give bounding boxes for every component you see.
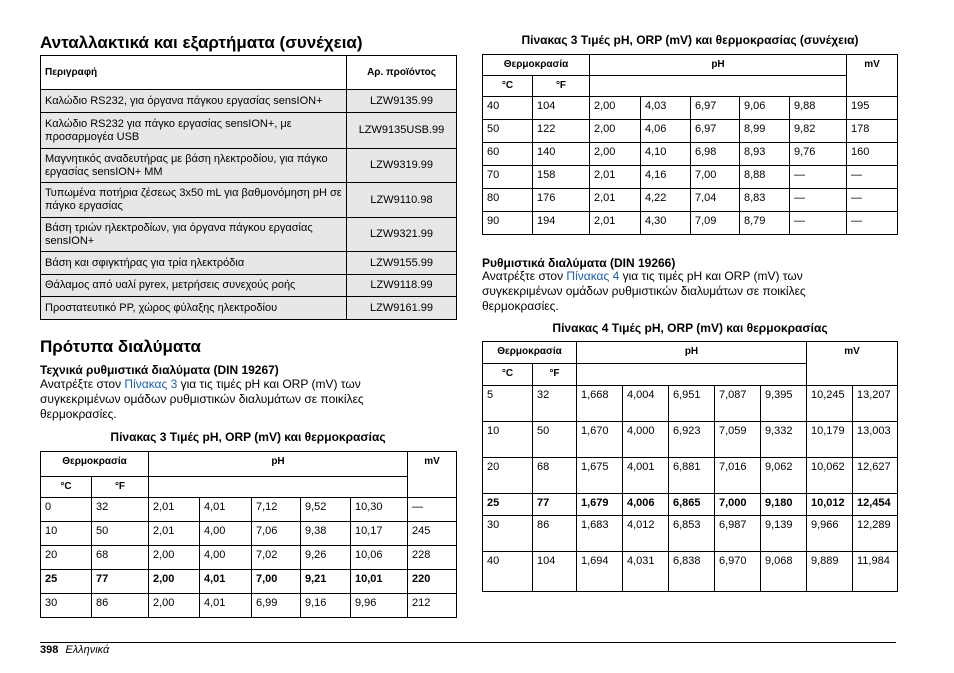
- cell: 8,99: [740, 120, 790, 143]
- cell: 80: [483, 189, 533, 212]
- cell: 6,865: [669, 494, 715, 516]
- cell: 140: [533, 143, 590, 166]
- cell: 12,627: [853, 458, 898, 494]
- cell: 7,09: [691, 212, 740, 235]
- cell: 1,668: [577, 386, 623, 422]
- cell: 10,30: [351, 498, 408, 522]
- cell: 30: [41, 594, 92, 618]
- cell: 228: [408, 546, 457, 570]
- cell: 13,003: [853, 422, 898, 458]
- cell: —: [790, 166, 847, 189]
- header-blank: [577, 364, 807, 386]
- header-blank: [149, 477, 408, 498]
- header-fahrenheit: °F: [92, 477, 149, 498]
- cell: 8,83: [740, 189, 790, 212]
- cell: 10,01: [351, 570, 408, 594]
- cell: 30: [483, 516, 533, 552]
- cell: 4,16: [641, 166, 691, 189]
- cell: 4,01: [200, 570, 252, 594]
- cell: 7,000: [715, 494, 761, 516]
- cell: 40: [483, 552, 533, 592]
- cell: 10,179: [807, 422, 853, 458]
- cell: 4,01: [200, 594, 252, 618]
- cell: 7,059: [715, 422, 761, 458]
- cell: 6,838: [669, 552, 715, 592]
- part-code: LZW9135USB.99: [347, 113, 457, 149]
- cell: 12,454: [853, 494, 898, 516]
- part-code: LZW9135.99: [347, 90, 457, 113]
- cell: 4,00: [200, 522, 252, 546]
- cell: 9,38: [301, 522, 351, 546]
- header-temperature: Θερμοκρασία: [483, 342, 577, 364]
- cell: 4,006: [623, 494, 669, 516]
- cell: 7,04: [691, 189, 740, 212]
- cell: 122: [533, 120, 590, 143]
- header-blank: [590, 76, 847, 97]
- table-4-caption: Πίνακας 4 Τιμές pH, ORP (mV) και θερμοκρασίας: [552, 321, 828, 335]
- cell: 4,30: [641, 212, 691, 235]
- cell: 212: [408, 594, 457, 618]
- cell: 6,951: [669, 386, 715, 422]
- paragraph-text-right: [482, 269, 842, 314]
- part-code: LZW9319.99: [347, 149, 457, 183]
- cell: 220: [408, 570, 457, 594]
- cell: 195: [847, 97, 898, 120]
- text: Ανατρέξτε στον: [482, 269, 567, 283]
- cell: 9,395: [761, 386, 807, 422]
- part-desc: Μαγνητικός αναδευτήρας με βάση ηλεκτροδίου, για πάγκο εργασίας sensION+ MM: [41, 149, 347, 183]
- cell: 10,062: [807, 458, 853, 494]
- cell: 9,52: [301, 498, 351, 522]
- header-celsius: °C: [41, 477, 92, 498]
- header-fahrenheit: °F: [533, 364, 577, 386]
- cell: 77: [92, 570, 149, 594]
- cell: 1,670: [577, 422, 623, 458]
- cell: 32: [92, 498, 149, 522]
- cell: 7,06: [252, 522, 301, 546]
- cell: —: [847, 212, 898, 235]
- cell: 8,93: [740, 143, 790, 166]
- cell: 4,10: [641, 143, 691, 166]
- cell: 104: [533, 552, 577, 592]
- cell: 6,99: [252, 594, 301, 618]
- text: Ανατρέξτε στον: [40, 377, 125, 391]
- header-ph: pH: [577, 342, 807, 364]
- part-desc: Καλώδιο RS232, για όργανα πάγκου εργασίας sensION+: [41, 90, 347, 113]
- parts-table: [40, 55, 457, 320]
- parts-header-code: Αρ. προϊόντος: [347, 56, 457, 90]
- cell: 32: [533, 386, 577, 422]
- cell: 7,02: [252, 546, 301, 570]
- cell: 50: [533, 422, 577, 458]
- header-mv: mV: [807, 342, 898, 386]
- cell: 4,000: [623, 422, 669, 458]
- cell: 4,06: [641, 120, 691, 143]
- cell: 2,01: [590, 212, 641, 235]
- cell: 9,332: [761, 422, 807, 458]
- cell: 70: [483, 166, 533, 189]
- header-mv: mV: [847, 55, 898, 97]
- cell: 10: [41, 522, 92, 546]
- cell: 4,01: [200, 498, 252, 522]
- cell: 50: [483, 120, 533, 143]
- cell: 7,087: [715, 386, 761, 422]
- cell: 2,01: [149, 498, 200, 522]
- cell: 2,01: [590, 166, 641, 189]
- cell: 25: [483, 494, 533, 516]
- cell: 6,987: [715, 516, 761, 552]
- cell: 6,853: [669, 516, 715, 552]
- cell: 9,88: [790, 97, 847, 120]
- header-mv: mV: [408, 452, 457, 498]
- cell: 1,694: [577, 552, 623, 592]
- cell: —: [847, 189, 898, 212]
- cell: 9,96: [351, 594, 408, 618]
- cell: 1,683: [577, 516, 623, 552]
- cell: 86: [533, 516, 577, 552]
- cell: 50: [92, 522, 149, 546]
- cell: 13,207: [853, 386, 898, 422]
- cell: 6,97: [691, 97, 740, 120]
- part-code: LZW9161.99: [347, 297, 457, 320]
- cell: 12,289: [853, 516, 898, 552]
- cell: 9,068: [761, 552, 807, 592]
- header-ph: pH: [590, 55, 847, 76]
- header-celsius: °C: [483, 364, 533, 386]
- parts-header-description: Περιγραφή: [41, 56, 347, 90]
- cell: 2,01: [149, 522, 200, 546]
- footer-language: Ελληνικά: [65, 644, 110, 656]
- table-link[interactable]: Πίνακας 4: [566, 269, 620, 283]
- cell: 4,004: [623, 386, 669, 422]
- cell: 0: [41, 498, 92, 522]
- text: για τις τιμές pH και ORP (mV) των συγκεκριμένων ομάδων ρυθμιστικών διαλυμάτων σε ποικίλες θερμοκρασίες.: [40, 377, 364, 421]
- cell: 2,00: [149, 546, 200, 570]
- cell: —: [790, 189, 847, 212]
- cell: 68: [533, 458, 577, 494]
- part-code: LZW9155.99: [347, 252, 457, 275]
- cell: 9,889: [807, 552, 853, 592]
- cell: 1,679: [577, 494, 623, 516]
- part-desc: Καλώδιο RS232 για πάγκο εργασίας sensION+, με προσαρμογέα USB: [41, 113, 347, 149]
- cell: 20: [41, 546, 92, 570]
- header-celsius: °C: [483, 76, 533, 97]
- cell: 4,00: [200, 546, 252, 570]
- part-desc: Θάλαμος από υαλί pyrex, μετρήσεις συνεχούς ροής: [41, 275, 347, 297]
- cell: 194: [533, 212, 590, 235]
- cell: 90: [483, 212, 533, 235]
- header-temperature: Θερμοκρασία: [41, 452, 149, 477]
- cell: 9,82: [790, 120, 847, 143]
- cell: —: [790, 212, 847, 235]
- cell: 9,21: [301, 570, 351, 594]
- subsection-title-right: Ρυθμιστικά διαλύματα (DIN 19266): [482, 256, 676, 270]
- cell: 2,00: [590, 97, 641, 120]
- cell: 9,139: [761, 516, 807, 552]
- cell: 4,001: [623, 458, 669, 494]
- cell: 9,26: [301, 546, 351, 570]
- page-title: Ανταλλακτικά και εξαρτήματα (συνέχεια): [40, 33, 363, 52]
- part-desc: Βάση και σφιγκτήρας για τρία ηλεκτρόδια: [41, 252, 347, 275]
- cell: 6,97: [691, 120, 740, 143]
- cell: 8,88: [740, 166, 790, 189]
- text: για τις τιμές pH και ORP (mV) των συγκεκριμένων ομάδων ρυθμιστικών διαλυμάτων σε ποικίλες θερμοκρασίες.: [482, 269, 806, 313]
- cell: 68: [92, 546, 149, 570]
- cell: 6,923: [669, 422, 715, 458]
- ph-table-4: [482, 341, 898, 592]
- cell: —: [408, 498, 457, 522]
- cell: 9,966: [807, 516, 853, 552]
- footer: [40, 643, 109, 657]
- cell: 40: [483, 97, 533, 120]
- cell: 245: [408, 522, 457, 546]
- cell: 86: [92, 594, 149, 618]
- footer-divider: [40, 642, 896, 643]
- cell: 10,012: [807, 494, 853, 516]
- cell: 2,00: [149, 594, 200, 618]
- cell: —: [847, 166, 898, 189]
- part-code: LZW9110.98: [347, 183, 457, 218]
- cell: 7,00: [252, 570, 301, 594]
- cell: 6,98: [691, 143, 740, 166]
- ph-table-3: [40, 451, 457, 618]
- cell: 2,00: [590, 143, 641, 166]
- cell: 9,16: [301, 594, 351, 618]
- cell: 4,031: [623, 552, 669, 592]
- cell: 176: [533, 189, 590, 212]
- cell: 8,79: [740, 212, 790, 235]
- part-desc: Βάση τριών ηλεκτροδίων, για όργανα πάγκου εργασίας sensION+: [41, 218, 347, 252]
- cell: 2,01: [590, 189, 641, 212]
- cell: 2,00: [590, 120, 641, 143]
- cell: 160: [847, 143, 898, 166]
- subsection-title: Τεχνικά ρυθμιστικά διαλύματα (DIN 19267): [40, 363, 279, 377]
- cell: 25: [41, 570, 92, 594]
- part-code: LZW9321.99: [347, 218, 457, 252]
- cell: 9,76: [790, 143, 847, 166]
- cell: 10,06: [351, 546, 408, 570]
- ph-table-3-continued: [482, 54, 898, 235]
- cell: 2,00: [149, 570, 200, 594]
- cell: 1,675: [577, 458, 623, 494]
- cell: 11,984: [853, 552, 898, 592]
- page-number: 398: [40, 644, 59, 656]
- cell: 20: [483, 458, 533, 494]
- cell: 7,00: [691, 166, 740, 189]
- cell: 7,016: [715, 458, 761, 494]
- cell: 9,06: [740, 97, 790, 120]
- table-caption-continued: Πίνακας 3 Τιμές pH, ORP (mV) και θερμοκρασίας (συνέχεια): [521, 33, 859, 47]
- cell: 158: [533, 166, 590, 189]
- cell: 10: [483, 422, 533, 458]
- cell: 5: [483, 386, 533, 422]
- header-fahrenheit: °F: [533, 76, 590, 97]
- cell: 6,881: [669, 458, 715, 494]
- cell: 9,062: [761, 458, 807, 494]
- part-desc: Προστατευτικό PP, χώρος φύλαξης ηλεκτροδίου: [41, 297, 347, 320]
- cell: 9,180: [761, 494, 807, 516]
- table-caption: Πίνακας 3 Τιμές pH, ORP (mV) και θερμοκρασίας: [110, 430, 386, 444]
- cell: 10,17: [351, 522, 408, 546]
- header-temperature: Θερμοκρασία: [483, 55, 590, 76]
- header-ph: pH: [149, 452, 408, 477]
- section-title: Πρότυπα διαλύματα: [40, 337, 201, 356]
- cell: 60: [483, 143, 533, 166]
- table-link[interactable]: Πίνακας 3: [124, 377, 178, 391]
- part-desc: Τυπωμένα ποτήρια ζέσεως 3x50 mL για βαθμονόμηση pH σε πάγκο εργασίας: [41, 183, 347, 218]
- cell: 7,12: [252, 498, 301, 522]
- cell: 10,245: [807, 386, 853, 422]
- cell: 4,012: [623, 516, 669, 552]
- paragraph-text: [40, 377, 400, 422]
- cell: 4,22: [641, 189, 691, 212]
- cell: 6,970: [715, 552, 761, 592]
- part-code: LZW9118.99: [347, 275, 457, 297]
- cell: 4,03: [641, 97, 691, 120]
- cell: 77: [533, 494, 577, 516]
- cell: 104: [533, 97, 590, 120]
- cell: 178: [847, 120, 898, 143]
